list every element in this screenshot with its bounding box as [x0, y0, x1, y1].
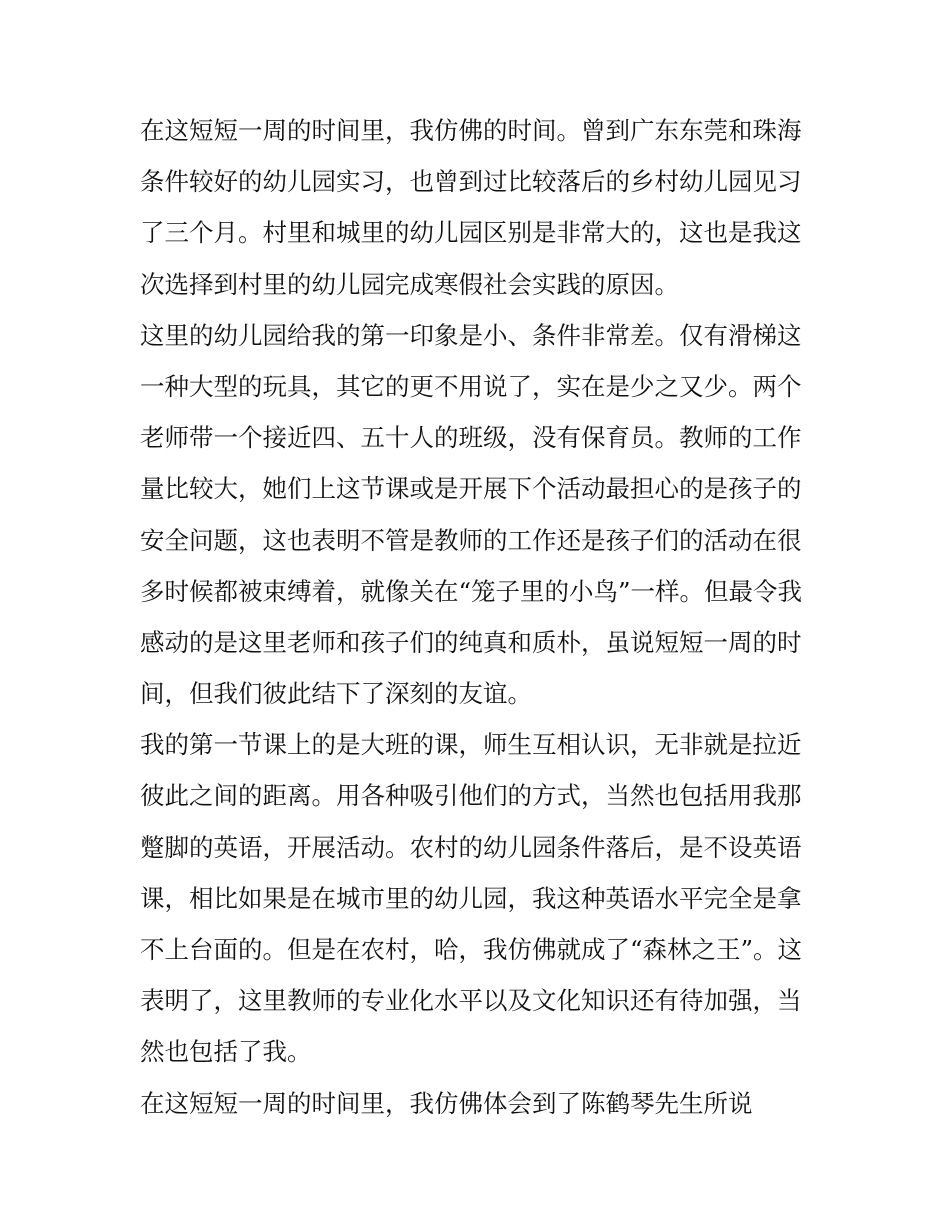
- body-text: [140, 105, 820, 1129]
- text-line: 了三个月。村里和城里的幼儿园区别是非常大的，这也是我这: [140, 218, 802, 248]
- text-line: 不上台面的。但是在农村，哈，我仿佛就成了“森林之王”。这: [140, 935, 803, 964]
- text-line: 量比较大，她们上这节课或是开展下个活动最担心的是孩子的: [140, 474, 802, 504]
- text-line: 在这短短一周的时间里，我仿佛的时间。曾到广东东莞和珠海: [140, 116, 802, 145]
- text-line: 这里的幼儿园给我的第一印象是小、条件非常差。仅有滑梯这: [140, 320, 802, 350]
- text-line: 感动的是这里老师和孩子们的纯真和质朴，虽说短短一周的时: [140, 627, 802, 657]
- text-line: 多时候都被束缚着，就像关在“笼子里的小鸟”一样。但最令我: [140, 576, 803, 606]
- text-line: 条件较好的幼儿园实习，也曾到过比较落后的乡村幼儿园见习: [140, 167, 802, 197]
- text-line: 次选择到村里的幼儿园完成寒假社会实践的原因。: [140, 269, 679, 299]
- text-line: 表明了，这里教师的专业化水平以及文化知识还有待加强，当: [140, 986, 802, 1016]
- text-line: 彼此之间的距离。用各种吸引他们的方式，当然也包括用我那: [140, 781, 802, 811]
- text-line: 蹩脚的英语，开展活动。农村的幼儿园条件落后，是不设英语: [140, 832, 802, 862]
- text-line: 老师带一个接近四、五十人的班级，没有保育员。教师的工作: [140, 423, 802, 453]
- text-line: 间，但我们彼此结下了深刻的友谊。: [140, 679, 532, 709]
- text-line: 一种大型的玩具，其它的更不用说了，实在是少之又少。两个: [140, 371, 802, 401]
- text-line: 课，相比如果是在城市里的幼儿园，我这种英语水平完全是拿: [140, 883, 802, 913]
- text-line: 我的第一节课上的是大班的课，师生互相认识，无非就是拉近: [140, 730, 802, 760]
- text-line: 然也包括了我。: [140, 1037, 312, 1067]
- text-line: 在这短短一周的时间里，我仿佛体会到了陈鹤琴先生所说: [140, 1088, 753, 1118]
- text-line: 安全问题，这也表明不管是教师的工作还是孩子们的活动在很: [140, 525, 802, 555]
